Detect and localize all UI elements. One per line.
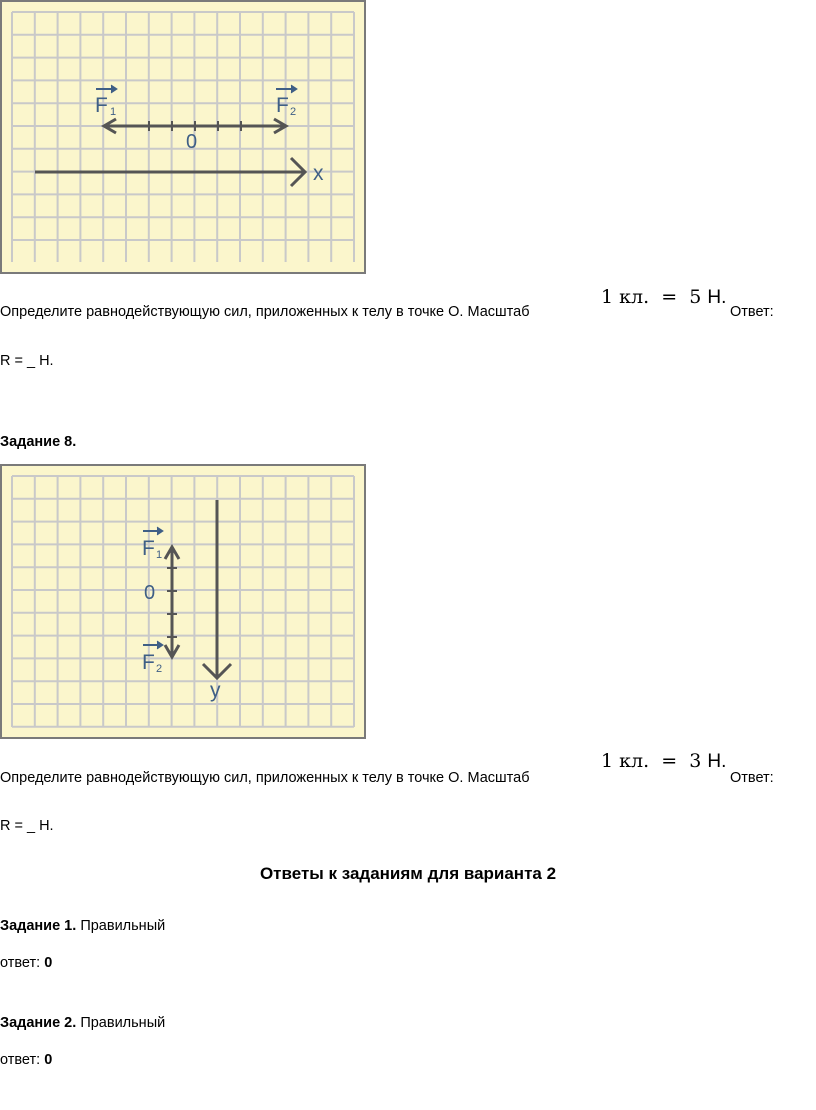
origin-label: 0 (186, 131, 198, 153)
answer-item-task (0, 918, 165, 934)
answer-item-value (0, 955, 52, 971)
origin-label: 0 (144, 582, 156, 604)
task-question: Определите равнодействующую сил, приложенных к телу в точке O. Масштаб (0, 770, 530, 786)
diagram-frame (1, 465, 365, 738)
answer-item-task (0, 1015, 165, 1031)
answer-prefix: Правильный (80, 1015, 166, 1031)
answer-line: R = _ Н. (0, 353, 54, 369)
scale-unit: Н. (707, 751, 727, 772)
scale-number: 3 (689, 750, 702, 772)
scale-formula (601, 286, 726, 309)
answer-label: Ответ: (730, 770, 774, 786)
answer-item-value (0, 1052, 52, 1068)
f2-subscript: 2 (290, 106, 297, 118)
f1-subscript: 1 (110, 106, 117, 118)
task-title: Задание 8. (0, 434, 77, 450)
f1-subscript: 1 (156, 549, 163, 561)
f2-label: F (276, 94, 289, 117)
scale-formula (601, 750, 726, 773)
answer-prefix: Правильный (80, 918, 166, 934)
f1-label: F (142, 537, 155, 560)
scale-lhs: 1 кл. (601, 750, 650, 772)
axis-label: y (210, 679, 221, 702)
task-number: Задание 2. (0, 1015, 77, 1031)
force-diagram-x (0, 0, 366, 274)
answer-label: ответ: (0, 955, 41, 971)
task-number: Задание 1. (0, 918, 77, 934)
f2-subscript: 2 (156, 663, 163, 675)
answer-label: ответ: (0, 1052, 41, 1068)
force-diagram-y (0, 464, 366, 739)
scale-unit: Н. (707, 287, 727, 308)
f2-label: F (142, 651, 155, 674)
answer-line: R = _ Н. (0, 818, 54, 834)
scale-equals: = (661, 750, 678, 772)
answer-label: Ответ: (730, 304, 774, 320)
f1-label: F (95, 94, 108, 117)
answer-value: 0 (44, 1052, 53, 1068)
axis-label: x (313, 162, 324, 185)
scale-number: 5 (689, 286, 702, 308)
answer-value: 0 (44, 955, 53, 971)
scale-equals: = (661, 286, 678, 308)
scale-lhs: 1 кл. (601, 286, 650, 308)
task-question: Определите равнодействующую сил, приложенных к телу в точке O. Масштаб (0, 304, 530, 320)
diagram-frame (1, 1, 365, 273)
answers-heading: Ответы к заданиям для варианта 2 (259, 864, 557, 883)
